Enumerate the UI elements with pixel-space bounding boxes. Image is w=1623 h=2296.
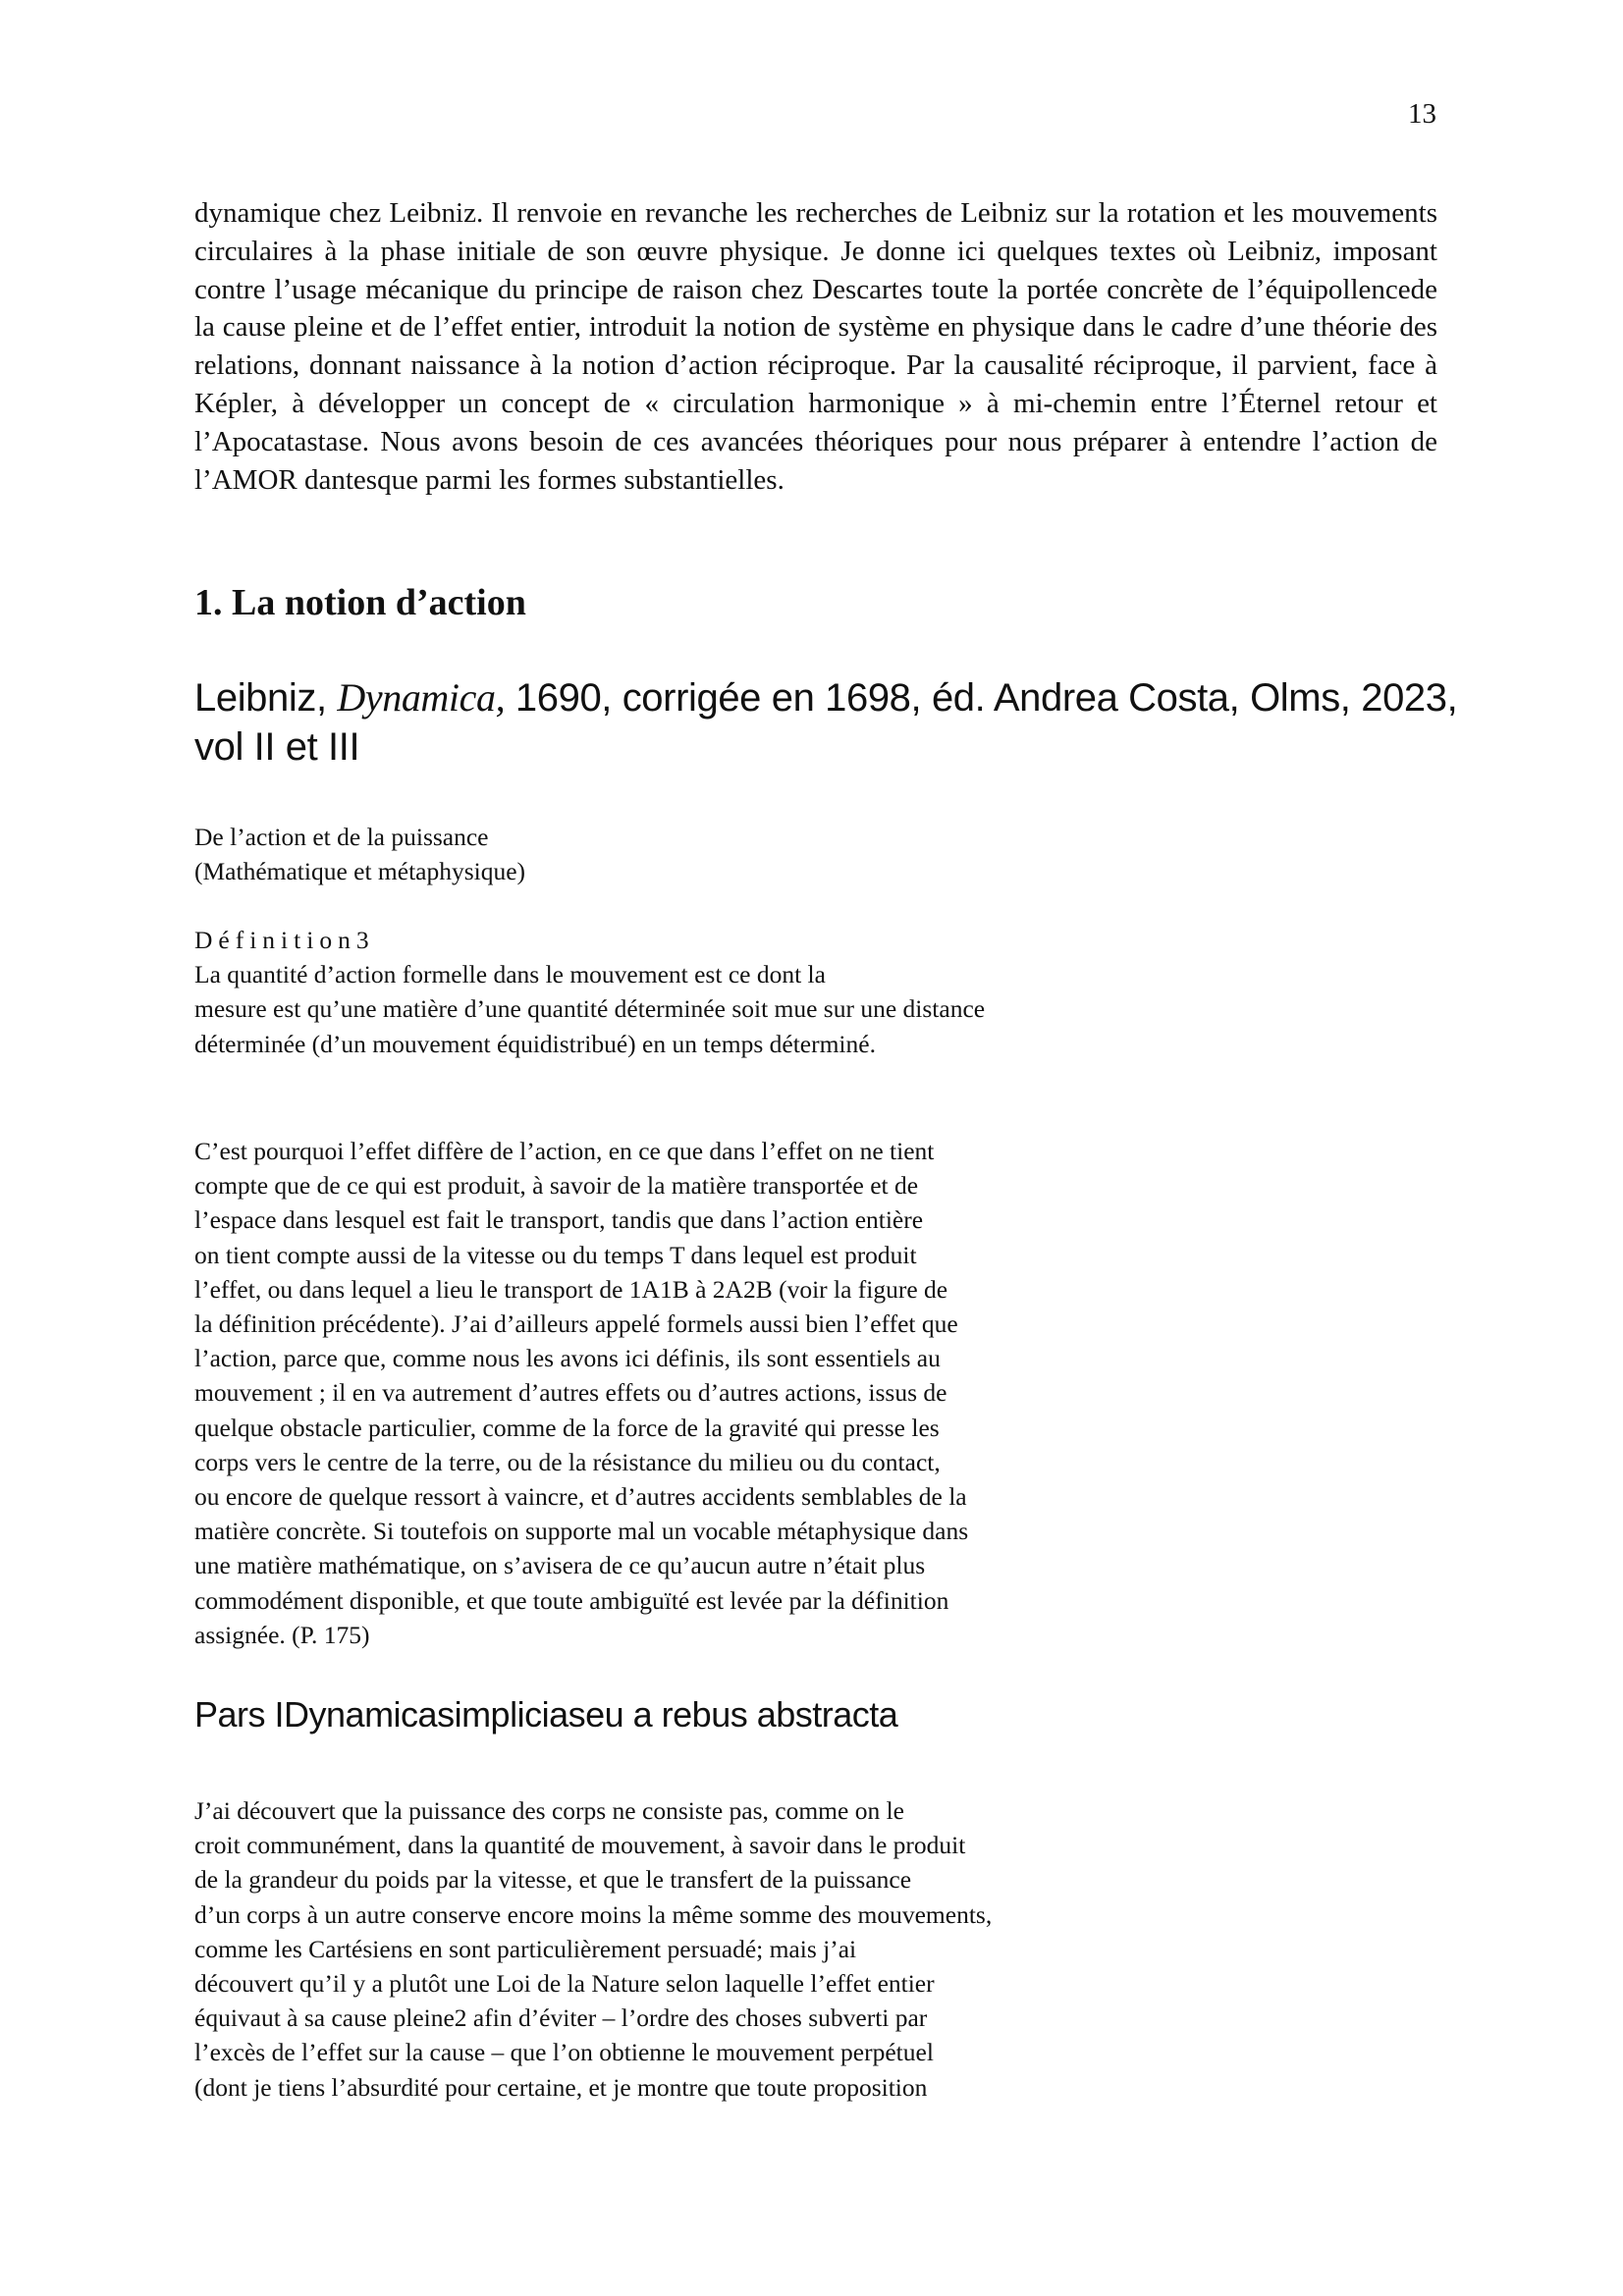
passage-line: assignée. (P. 175) xyxy=(194,1620,370,1649)
passage-line: croit communément, dans la quantité de mouvement, à savoir dans le produit xyxy=(194,1831,966,1860)
passage-line: découvert qu’il y a plutôt une Loi de la Nature selon laquelle l’effet entier xyxy=(194,1969,935,1999)
subtitle xyxy=(194,820,525,888)
passage-line: (dont je tiens l’absurdité pour certaine, et je montre que toute proposition xyxy=(194,2072,928,2102)
definition-line: déterminée (d’un mouvement équidistribué) en un temps déterminé. xyxy=(194,1029,876,1058)
source-author: Leibniz, xyxy=(194,676,338,720)
passage-line: équivaut à sa cause pleine2 afin d’éviter – l’ordre des choses subverti par xyxy=(194,2003,928,2033)
definition-label: Définition3 xyxy=(194,926,375,954)
intro-paragraph: dynamique chez Leibniz. Il renvoie en revanche les recherches de Leibniz sur la rotation et les mouvements circulaires à la phase initiale de son œuvre physique. Je donne ici quelques textes où Leibniz, imposant contre l’usage mécanique du principe de raison chez Descartes toute la portée concrète de l’équipollencede la cause pleine et de l’effet entier, introduit la notion de système en physique dans le cadre d’une théorie des relations, donnant naissance à la notion d’action réciproque. Par la causalité réciproque, il parvient, face à Képler, à développer un concept de « circulation harmonique » à mi-chemin entre l’Éternel retour et l’Apocatastase. Nous avons besoin de ces avancées théoriques pour nous préparer à entendre l’action de l’AMOR dantesque parmi les formes substantielles. xyxy=(194,197,1437,496)
definition-line: La quantité d’action formelle dans le mouvement est ce dont la xyxy=(194,960,826,989)
passage-line: corps vers le centre de la terre, ou de la résistance du milieu ou du contact, xyxy=(194,1447,941,1476)
passage-line: commodément disponible, et que toute ambiguïté est levée par la définition xyxy=(194,1585,949,1615)
passage-line: l’effet, ou dans lequel a lieu le transport de 1A1B à 2A2B (voir la figure de xyxy=(194,1274,948,1304)
source-work-title: Dynamica, xyxy=(337,675,506,720)
source-details: 1690, corrigée en 1698, éd. Andrea Costa, Olms, 2023, vol II et III xyxy=(194,676,1458,769)
page-number: 13 xyxy=(1408,98,1436,130)
section-heading: 1. La notion d’action xyxy=(194,582,526,623)
passage-line: ou encore de quelque ressort à vaincre, et d’autres accidents semblables de la xyxy=(194,1482,967,1512)
subtitle-line: De l’action et de la puissance xyxy=(194,823,489,851)
definition-line: mesure est qu’une matière d’une quantité déterminée soit mue sur une distance xyxy=(194,994,986,1024)
passage-line: l’excès de l’effet sur la cause – que l’on obtienne le mouvement perpétuel xyxy=(194,2038,934,2067)
source-citation xyxy=(194,673,1461,772)
passage-line: l’action, parce que, comme nous les avons ici définis, ils sont essentiels au xyxy=(194,1344,941,1373)
subtitle-line: (Mathématique et métaphysique) xyxy=(194,857,526,886)
passage-puissance xyxy=(194,1793,992,2105)
passage-line: compte que de ce qui est produit, à savoir de la matière transportée et de xyxy=(194,1171,919,1201)
passage-line: C’est pourquoi l’effet diffère de l’action, en ce que dans l’effet on ne tient xyxy=(194,1137,935,1165)
passage-line: matière concrète. Si toutefois on supporte mal un vocable métaphysique dans xyxy=(194,1517,969,1546)
passage-line: on tient compte aussi de la vitesse ou du temps T dans lequel est produit xyxy=(194,1240,917,1269)
passage-line: comme les Cartésiens en sont particulièrement persuadé; mais j’ai xyxy=(194,1934,857,1963)
subsection-heading: Pars IDynamicasimpliciaseu a rebus abstracta xyxy=(194,1694,898,1735)
passage-line: une matière mathématique, on s’avisera de ce qu’aucun autre n’était plus xyxy=(194,1551,926,1580)
passage-line: J’ai découvert que la puissance des corps ne consiste pas, comme on le xyxy=(194,1796,904,1825)
passage-line: la définition précédente). J’ai d’ailleurs appelé formels aussi bien l’effet que xyxy=(194,1309,958,1339)
passage-effect-action xyxy=(194,1134,968,1652)
passage-line: d’un corps à un autre conserve encore moins la même somme des mouvements, xyxy=(194,1899,993,1929)
passage-line: l’espace dans lesquel est fait le transport, tandis que dans l’action entière xyxy=(194,1205,924,1235)
definition xyxy=(194,923,985,1061)
passage-line: mouvement ; il en va autrement d’autres effets ou d’autres actions, issus de xyxy=(194,1378,947,1408)
passage-line: quelque obstacle particulier, comme de la force de la gravité qui presse les xyxy=(194,1413,940,1442)
passage-line: de la grandeur du poids par la vitesse, et que le transfert de la puissance xyxy=(194,1865,912,1895)
